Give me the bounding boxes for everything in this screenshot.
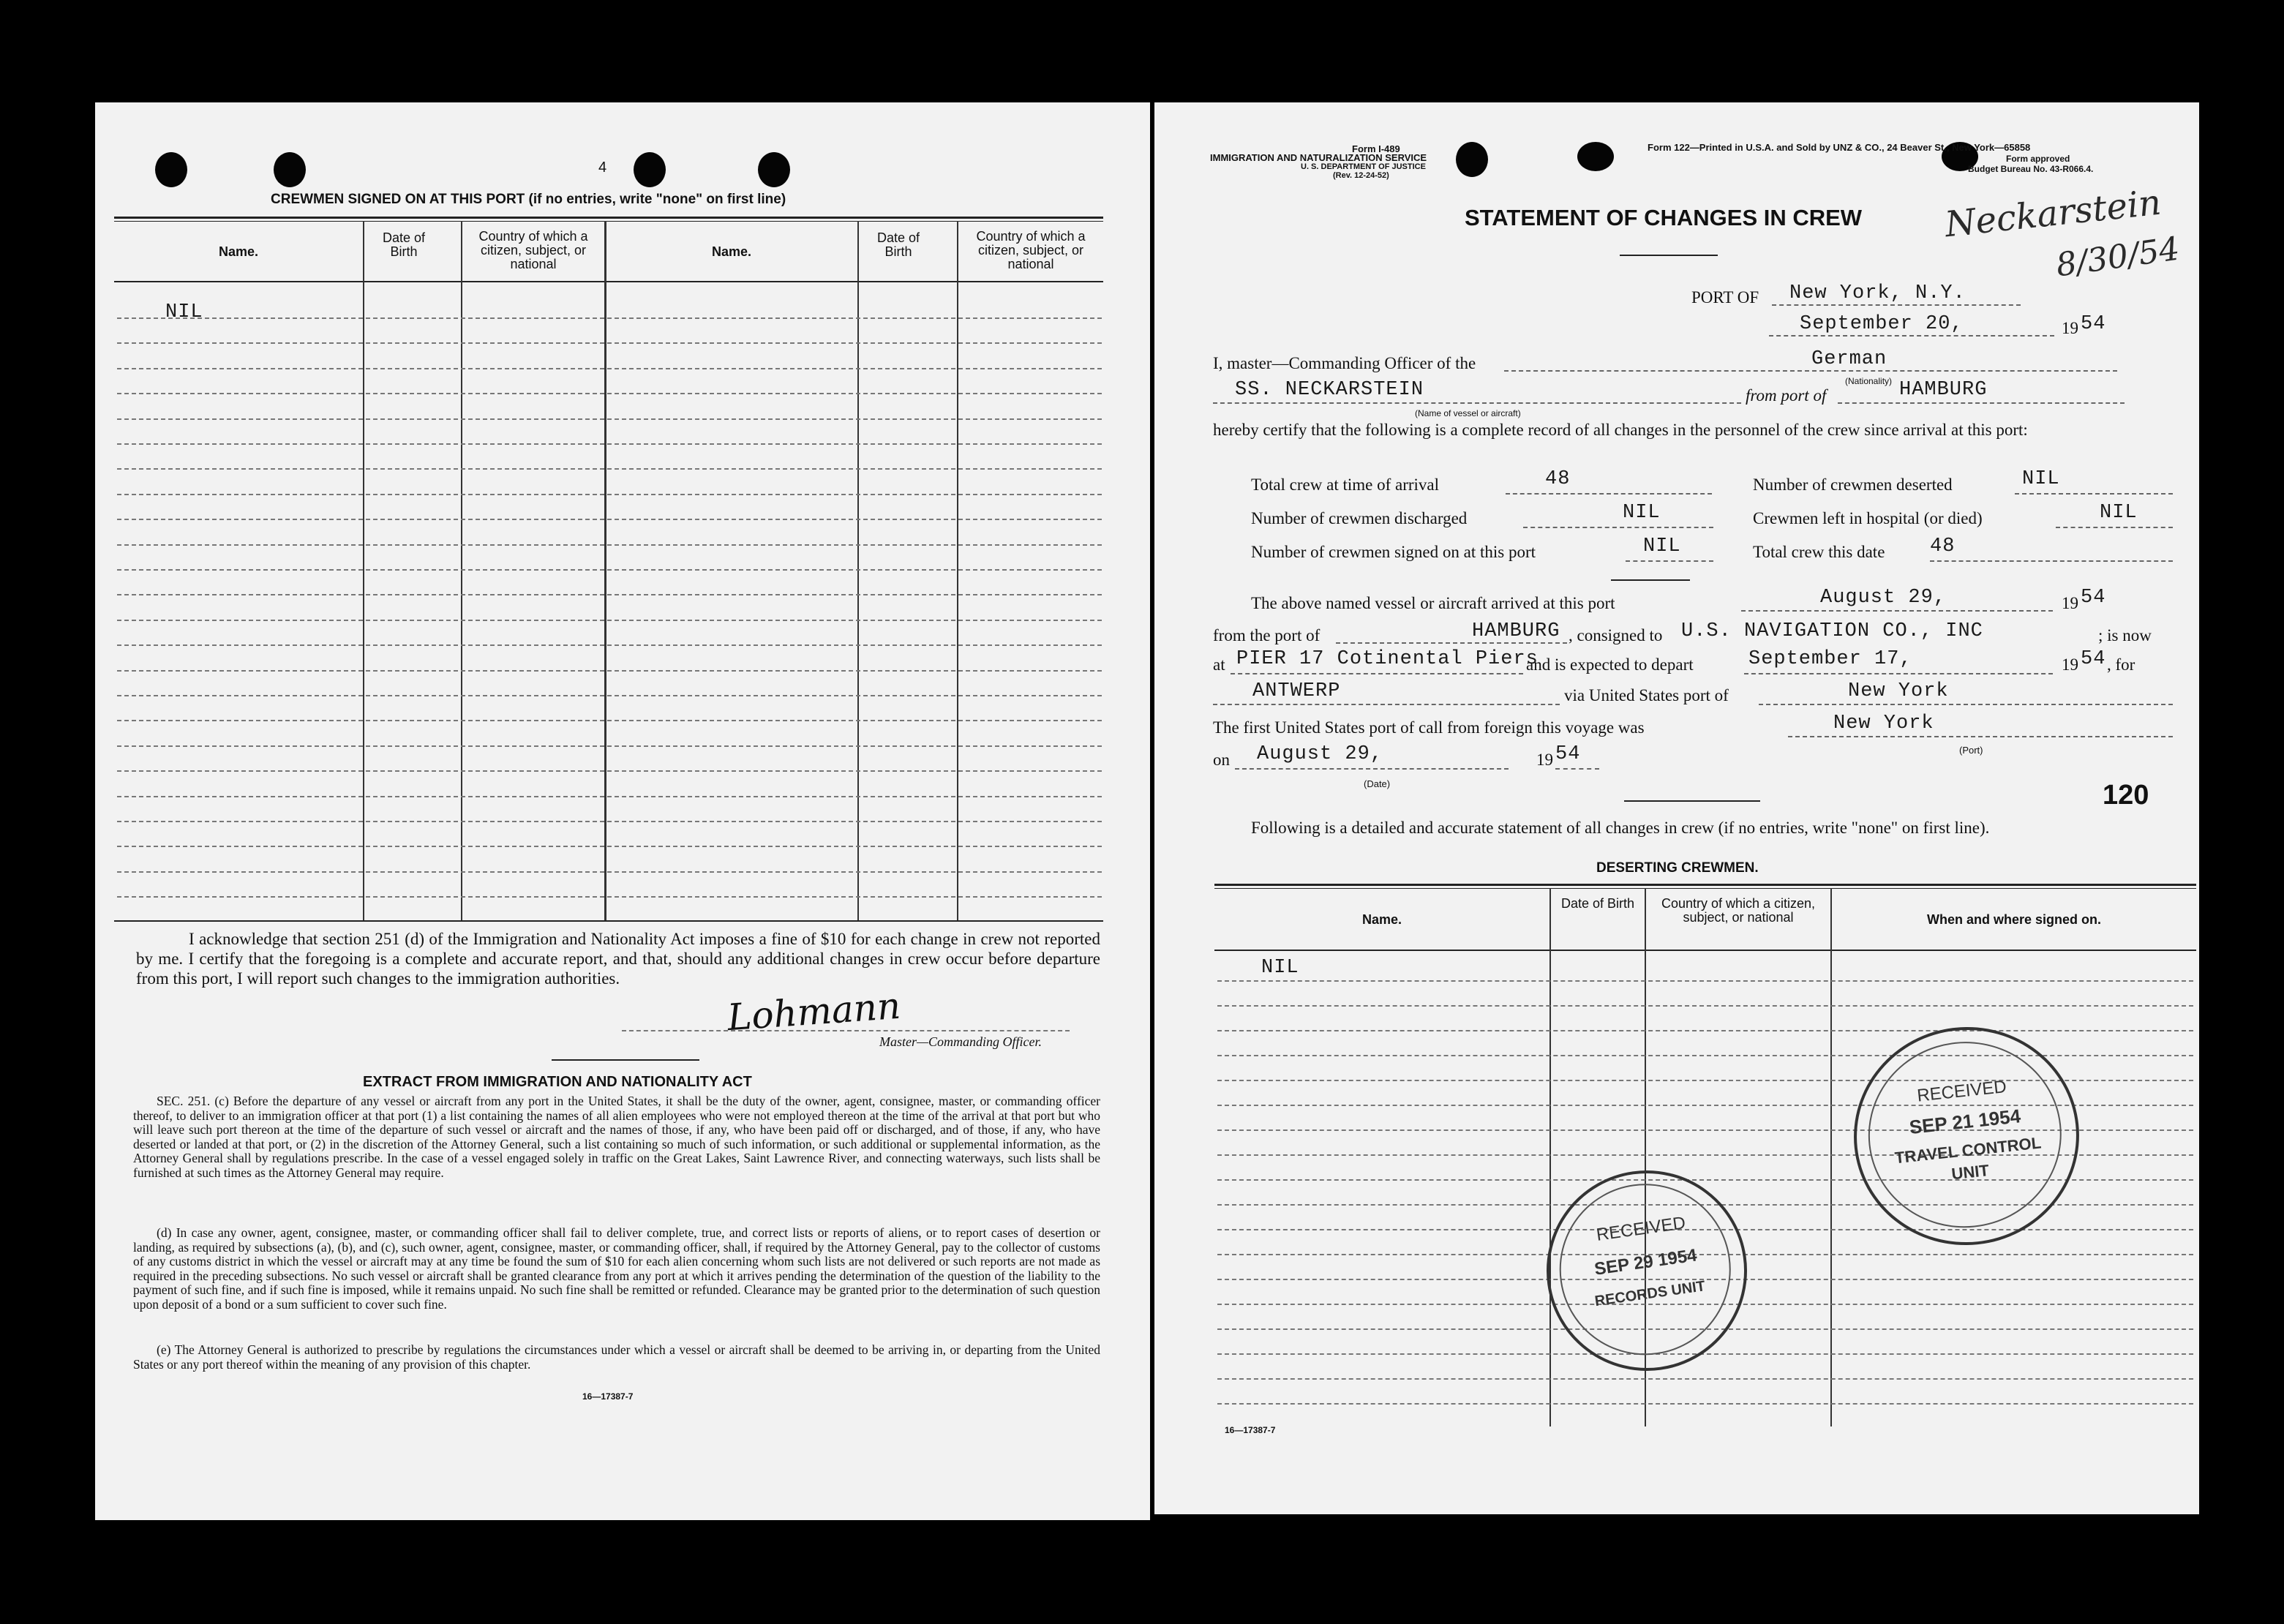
first-entry: NIL [165, 301, 203, 323]
first-port-label: The first United States port of call from foreign this voyage was [1213, 718, 1645, 737]
discharged-value: NIL [1623, 502, 1661, 524]
total-today-value: 48 [1930, 535, 1956, 557]
on-label: on [1213, 751, 1230, 769]
row-rule [117, 443, 1102, 445]
date-caption: (Date) [1364, 778, 1391, 789]
arrived-label: The above named vessel or aircraft arrived at this port [1251, 594, 1615, 612]
vessel-caption: (Name of vessel or aircraft) [1415, 408, 1521, 418]
destination-value: ANTWERP [1252, 680, 1341, 702]
row-rule [117, 670, 1102, 672]
destination-line [1213, 704, 1560, 705]
via-line [1759, 704, 2173, 705]
table-title: CREWMEN SIGNED ON AT THIS PORT (if no entries, write "none" on first line) [271, 192, 786, 207]
col-name: Name. [1361, 912, 1402, 927]
row-rule [1217, 1378, 2193, 1380]
row-rule [117, 695, 1102, 696]
from-the-port-line [1336, 642, 1567, 644]
row-rule [117, 770, 1102, 772]
left-page [95, 102, 1150, 1520]
approval-line: Form approved [2006, 154, 2070, 164]
row-rule [117, 342, 1102, 344]
col-name: Name. [218, 244, 259, 259]
table-bottom-rule [114, 920, 1103, 922]
first-port-line [1788, 736, 2173, 737]
port-label: PORT OF [1691, 288, 1759, 307]
signature-line [622, 1030, 1070, 1031]
on-date: August 29, [1257, 743, 1383, 765]
agency-name: IMMIGRATION AND NATURALIZATION SERVICE [1210, 152, 1427, 163]
stamp-unit: UNIT [1950, 1161, 1990, 1184]
vessel-value: SS. NECKARSTEIN [1235, 379, 1424, 401]
consigned-value: U.S. NAVIGATION CO., INC [1681, 620, 1983, 642]
first-port-value: New York [1833, 713, 1934, 734]
deserted-label: Number of crewmen deserted [1753, 475, 1953, 494]
port-value: New York, N.Y. [1789, 282, 1966, 304]
depart-line [1744, 673, 2053, 674]
form-number: Form I-489 [1352, 143, 1400, 154]
punch-hole [274, 152, 306, 187]
separator-rule [552, 1059, 699, 1061]
year-prefix: 19 [2062, 319, 2078, 337]
on-line [1235, 768, 1509, 770]
at-line [1231, 673, 1523, 674]
revision-date: (Rev. 12-24-52) [1333, 171, 1389, 180]
punch-hole [155, 152, 187, 187]
arrived-date: August 29, [1820, 587, 1947, 609]
stamp-unit: RECORDS UNIT [1593, 1278, 1707, 1310]
date-value: September 20, [1800, 313, 1964, 335]
from-port-line [1838, 402, 2125, 404]
row-rule [117, 594, 1102, 595]
row-rule [117, 317, 1102, 319]
department-name: U. S. DEPARTMENT OF JUSTICE [1301, 162, 1426, 171]
hospital-line [2056, 527, 2173, 528]
row-rule [117, 494, 1102, 495]
separator-rule [1611, 579, 1690, 581]
total-arrival-label: Total crew at time of arrival [1251, 475, 1440, 494]
column-divider [604, 221, 606, 920]
arrived-year: 54 [2081, 587, 2106, 609]
vessel-line [1213, 402, 1741, 404]
for-label: , for [2107, 655, 2135, 674]
form-title: STATEMENT OF CHANGES IN CREW [1465, 205, 1863, 230]
arrived-line [1741, 610, 2053, 612]
row-rule [117, 720, 1102, 721]
travel-control-stamp [1843, 1016, 2089, 1257]
row-rule [117, 846, 1102, 847]
hospital-label: Crewmen left in hospital (or died) [1753, 509, 1983, 527]
year-prefix: 19 [2062, 594, 2078, 612]
discharged-label: Number of crewmen discharged [1251, 509, 1468, 527]
from-port-label: from port of [1746, 386, 1827, 405]
port-line [1772, 304, 2021, 306]
signature-caption: Master—Commanding Officer. [879, 1034, 1042, 1049]
discharged-line [1523, 527, 1713, 528]
nationality-caption: (Nationality) [1845, 376, 1893, 386]
row-rule [117, 821, 1102, 822]
total-today-line [1930, 560, 2173, 562]
acknowledgement-text: I acknowledge that section 251 (d) of the Immigration and Nationality Act imposes a fine of $10 for each change in crew not reported by me. I certify that the foregoing is a complete and accurate report, and that, should any additional changes in crew occur before departure from this port, I will report such changes to the immigration authorities. [136, 930, 1100, 988]
from-the-port-label: from the port of [1213, 626, 1321, 644]
signed-on-label: Number of crewmen signed on at this port [1251, 543, 1536, 561]
date-year: 54 [2081, 313, 2106, 335]
at-label: at [1213, 655, 1225, 674]
expected-label: and is expected to depart [1526, 655, 1694, 674]
row-rule [1217, 980, 2193, 982]
via-value: New York [1848, 680, 1949, 702]
table-top-rule [114, 217, 1103, 219]
punch-hole [1577, 142, 1614, 171]
port-caption: (Port) [1959, 745, 1983, 756]
column-divider [363, 221, 364, 920]
is-now-label: ; is now [2098, 626, 2152, 644]
signed-on-value: NIL [1643, 535, 1681, 557]
nationality-value: German [1811, 348, 1887, 370]
printer-line: Form 122—Printed in U.S.A. and Sold by UNZ & CO., 24 Beaver St., New York—65858 [1648, 142, 2031, 153]
table-top-rule [1214, 884, 2196, 886]
row-rule [117, 745, 1102, 747]
stamp-received: RECEIVED [1595, 1213, 1687, 1245]
row-rule [1217, 1055, 2193, 1056]
row-rule [1217, 1030, 2193, 1031]
from-port-value: HAMBURG [1899, 379, 1988, 401]
deserted-value: NIL [2022, 468, 2060, 490]
row-rule [117, 896, 1102, 898]
col-country: Country of which a citizen, subject, or national [1661, 896, 1816, 925]
table-header-rule [114, 281, 1103, 282]
page-number: 4 [598, 159, 607, 176]
records-unit-stamp [1533, 1157, 1759, 1383]
page-count: 120 [2103, 780, 2149, 811]
total-arrival-line [1506, 493, 1712, 495]
form-code: 16—17387-7 [1225, 1425, 1276, 1435]
hospital-value: NIL [2100, 502, 2138, 524]
col-country: Country of which a citizen, subject, or national [478, 229, 588, 271]
budget-bureau: Budget Bureau No. 43-R066.4. [1968, 164, 2094, 174]
depart-date: September 17, [1748, 648, 1912, 670]
row-rule [117, 519, 1102, 520]
column-divider [857, 221, 859, 920]
certify-text: hereby certify that the following is a complete record of all changes in the personnel of the crew since arrival at this port: [1213, 421, 2028, 439]
row-rule [117, 393, 1102, 394]
column-divider [461, 221, 462, 920]
via-label: via United States port of [1564, 686, 1729, 704]
col-dob: Date of Birth [1560, 896, 1635, 911]
form-code: 16—17387-7 [582, 1391, 634, 1402]
stamp-unit: TRAVEL CONTROL [1893, 1133, 2043, 1168]
punch-hole [1456, 142, 1488, 177]
row-rule [1217, 1005, 2193, 1007]
col-name: Name. [711, 244, 752, 259]
at-value: PIER 17 Cotinental Piers [1236, 648, 1539, 670]
column-divider [957, 221, 958, 920]
total-today-label: Total crew this date [1753, 543, 1885, 561]
table-top-rule [1214, 888, 2196, 889]
stamp-received: RECEIVED [1916, 1076, 2007, 1106]
section-e: (e) The Attorney General is authorized to prescribe by regulations the circumstances under which a vessel or aircraft shall be deemed to be arriving in, or departing from the United States or any port thereof within the meaning of any provision of this chapter. [133, 1342, 1100, 1372]
extract-title: EXTRACT FROM IMMIGRATION AND NATIONALITY ACT [363, 1074, 752, 1090]
first-entry: NIL [1261, 957, 1299, 979]
row-rule [117, 644, 1102, 646]
table-top-rule [114, 221, 1103, 222]
column-divider [1830, 888, 1832, 1426]
consigned-label: , consigned to [1569, 626, 1663, 644]
col-signed-on: When and where signed on. [1926, 912, 2102, 927]
nationality-line [1504, 370, 2117, 372]
deserted-line [2015, 493, 2173, 495]
column-divider [1549, 888, 1551, 1426]
handwritten-date: 8/30/54 [2054, 230, 2182, 285]
row-rule [117, 368, 1102, 369]
row-rule [1217, 1353, 2193, 1355]
stamp-date: SEP 29 1954 [1593, 1245, 1699, 1279]
row-rule [117, 468, 1102, 470]
deserting-title: DESERTING CREWMEN. [1596, 860, 1759, 876]
total-arrival-value: 48 [1545, 468, 1571, 490]
title-underline [1620, 255, 1718, 256]
master-signature: Lohmann [726, 984, 902, 1040]
row-rule [117, 418, 1102, 420]
row-rule [117, 544, 1102, 546]
date-line [1769, 335, 2054, 337]
year-prefix: 19 [1536, 751, 1553, 769]
on-year: 54 [1555, 743, 1581, 765]
from-the-port-value: HAMBURG [1472, 620, 1560, 642]
row-rule [117, 620, 1102, 621]
signed-on-line [1626, 560, 1713, 562]
handwritten-vessel-name: Neckarstein [1942, 181, 2163, 246]
table-header-rule [1214, 950, 2196, 951]
depart-year: 54 [2081, 648, 2106, 670]
on-year-line [1555, 768, 1599, 770]
row-rule [1217, 1403, 2193, 1405]
col-dob: Date of Birth [382, 230, 426, 259]
separator-rule [1624, 800, 1760, 802]
year-prefix: 19 [2062, 655, 2078, 674]
punch-hole [634, 152, 666, 187]
stamp-date: SEP 21 1954 [1908, 1105, 2022, 1139]
row-rule [117, 796, 1102, 797]
section-c: SEC. 251. (c) Before the departure of any vessel or aircraft from any port in the United States, it shall be the duty of the owner, agent, consignee, master, or commanding officer thereof, to deliver to an immigration officer at that port (1) a list containing the names of all alien employees who were not employed thereon at the time of the arrival at that port but who will leave such port thereon at the time of the departure of such vessel or aircraft and the names of those, if any, who have been paid off or discharged, and of those, if any, who have deserted or landed at that port, or (2) in the discretion of the Attorney General, such a list containing so much of such information, or such additional or supplemental information, as the Attorney General shall by regulations prescribe. In the case of a vessel engaged solely in traffic on the Great Lakes, Saint Lawrence River, and connecting waterways, such lists shall be furnished at such times as the Attorney General may require. [133, 1094, 1100, 1180]
col-country: Country of which a citizen, subject, or national [976, 229, 1086, 271]
col-dob: Date of Birth [876, 230, 920, 259]
master-label: I, master—Commanding Officer of the [1213, 354, 1476, 372]
punch-hole [758, 152, 790, 187]
row-rule [117, 569, 1102, 571]
row-rule [117, 871, 1102, 873]
following-text: Following is a detailed and accurate statement of all changes in crew (if no entries, write "none" on first line). [1251, 819, 1990, 837]
right-page [1154, 102, 2199, 1514]
section-d: (d) In case any owner, agent, consignee, master, or commanding officer shall fail to deliver complete, true, and correct lists or reports of aliens, or to report cases of desertion or landing, as required by subsections (a), (b), and (c), such owner, agent, consignee, master, or commanding officer, shall, if required by the Attorney General, pay to the collector of customs of any customs district in which the vessel or aircraft may at any time be found the sum of $10 for each alien concerning whom such lists are not delivered or such reports are not made as required in the preceding subsections. No such vessel or aircraft shall be granted clearance from any port at which it arrives pending the determination of the question of the liability to the payment of such fine, and if such fine is imposed, while it remains unpaid. No such fine shall be remitted or refunded. Clearance may be granted prior to the determination of such question upon deposit of a bond or a sum sufficient to cover such fine. [133, 1225, 1100, 1312]
